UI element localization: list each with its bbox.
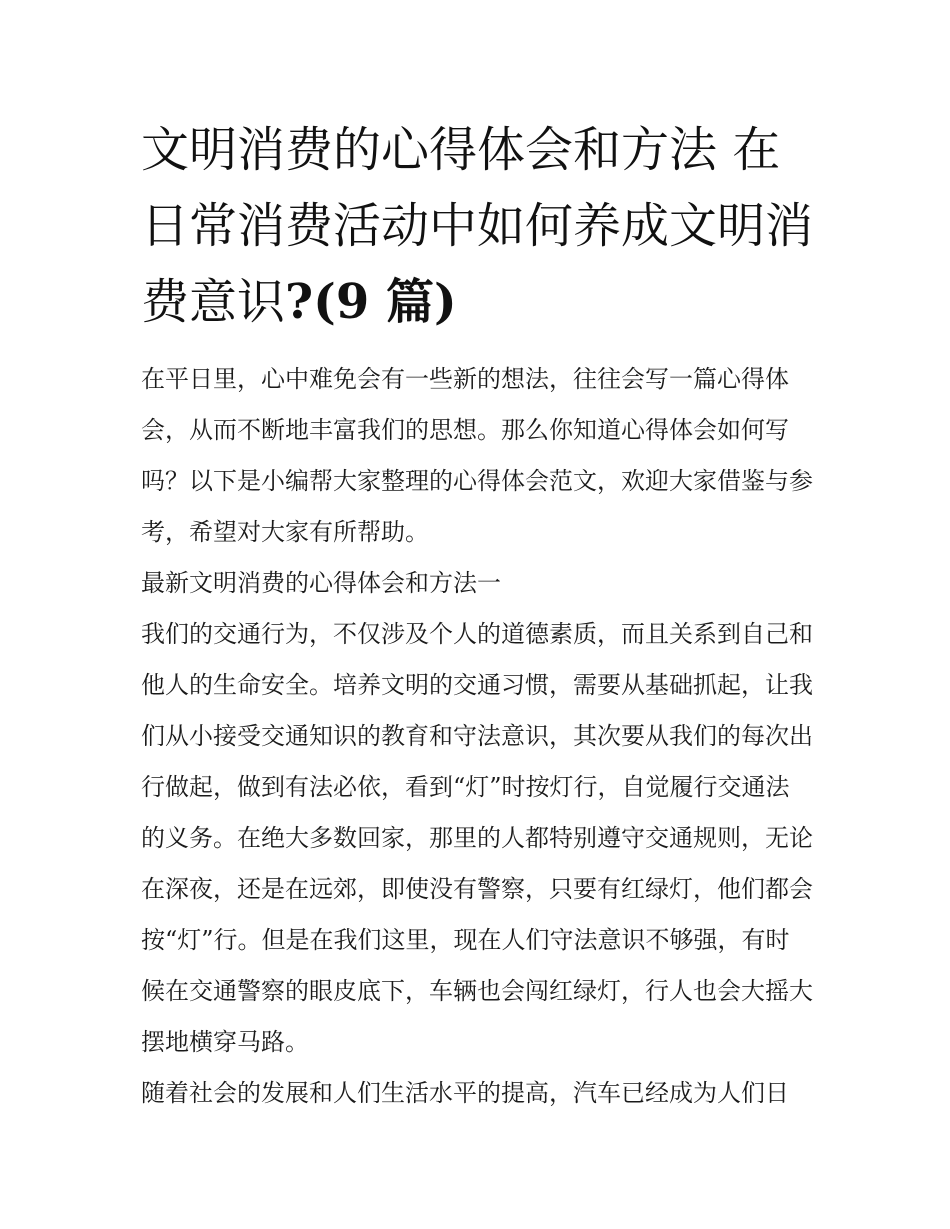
body-paragraph: 我们的交通行为，不仅涉及个人的道德素质，而且关系到自己和他人的生命安全。培养文明的交通习惯，需要从基础抓起，让我们从小接受交通知识的教育和守法意识，其次要从我们的每次出行做起，做到有法必依，看到“灯”时按灯行，自觉履行交通法的义务。在绝大多数回家，那里的人都特别遵守交通规则，无论在深夜，还是在远郊，即使没有警察，只要有红绿灯，他们都会按“灯”行。但是在我们这里，现在人们守法意识不够强，有时候在交通警察的眼皮底下，车辆也会闯红绿灯，行人也会大摇大摆地横穿马路。 bbox=[141, 620, 813, 1056]
body-paragraph: 随着社会的发展和人们生活水平的提高，汽车已经成为人们日 bbox=[141, 1079, 789, 1107]
title-tail: ?(9 篇) bbox=[285, 274, 457, 330]
title-main: 文明消费的心得体会和方法 在日常消费活动中如何养成文明消费意识 bbox=[141, 122, 814, 330]
document-body bbox=[141, 354, 813, 1119]
document-title bbox=[141, 112, 813, 340]
document-page bbox=[141, 112, 813, 1119]
section-heading: 最新文明消费的心得体会和方法一 bbox=[141, 569, 501, 597]
intro-paragraph: 在平日里，心中难免会有一些新的想法，往往会写一篇心得体会，从而不断地丰富我们的思想。那么你知道心得体会如何写吗？以下是小编帮大家整理的心得体会范文，欢迎大家借鉴与参考，希望对大家有所帮助。 bbox=[141, 365, 813, 546]
